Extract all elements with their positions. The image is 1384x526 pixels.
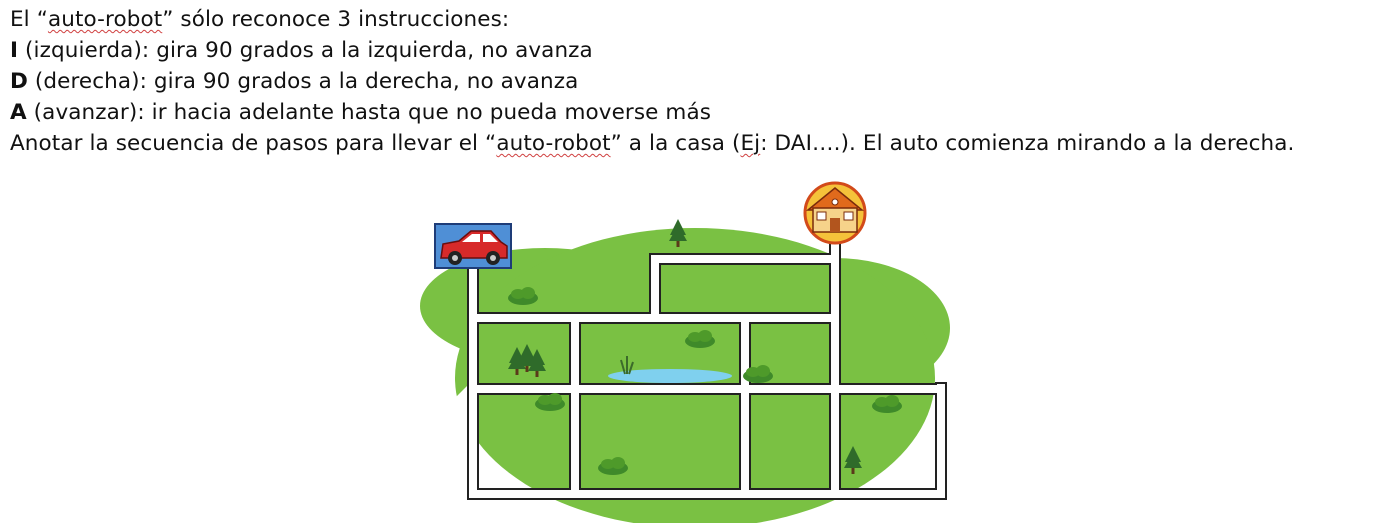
road-map <box>415 178 955 523</box>
task-part1: Anotar la secuencia de pasos para llevar el “ <box>10 131 497 156</box>
instruction-text: (avanzar): ir hacia adelante hasta que no pueda moverse más <box>26 100 712 125</box>
task-paragraph <box>10 128 1380 159</box>
instruction-left <box>10 35 1380 66</box>
intro-prefix: El “ <box>10 7 48 32</box>
intro-line <box>10 4 1380 35</box>
house-icon <box>805 183 865 243</box>
car-icon <box>435 224 511 268</box>
instruction-right <box>10 66 1380 97</box>
task-part3: : DAI….). El auto comienza mirando a la derecha. <box>760 131 1295 156</box>
instruction-key: D <box>10 69 28 94</box>
intro-term: auto-robot <box>47 7 163 32</box>
instruction-key: A <box>10 100 27 125</box>
task-term: auto-robot <box>496 131 611 156</box>
intro-suffix: ” sólo reconoce 3 instrucciones: <box>162 7 510 32</box>
task-ej: Ej <box>740 131 761 156</box>
instruction-key: I <box>10 38 19 63</box>
instruction-forward <box>10 97 1380 128</box>
task-part2: ” a la casa ( <box>610 131 741 156</box>
instructions-text <box>10 4 1380 159</box>
instruction-text: (derecha): gira 90 grados a la derecha, no avanza <box>27 69 579 94</box>
instruction-text: (izquierda): gira 90 grados a la izquierda, no avanza <box>18 38 593 63</box>
